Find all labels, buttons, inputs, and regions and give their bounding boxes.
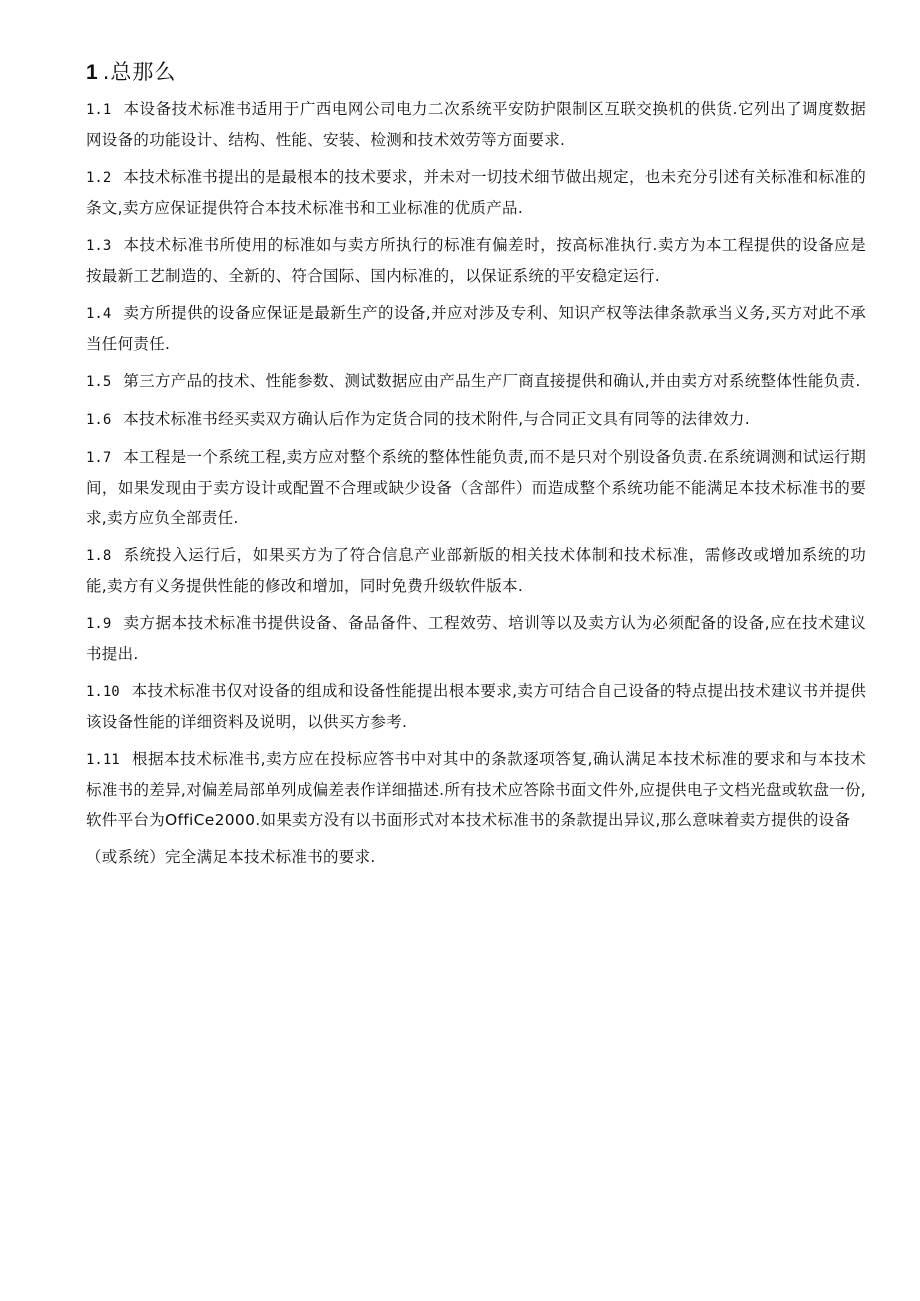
clause-number: 1.10: [86, 684, 120, 700]
clause-1-3: [86, 230, 866, 291]
clause-1-1: [86, 94, 866, 155]
clause-number: 1.5: [86, 374, 112, 390]
section-number: 1: [86, 61, 99, 84]
clause-1-5: [86, 366, 866, 397]
clause-number: 1.3: [86, 238, 112, 254]
clause-1-7: [86, 442, 866, 533]
clause-text: 根据本技术标准书,卖方应在投标应答书中对其中的条款逐项答复,确认满足本技术标准的要求和与本技术标准书的差异,对偏差局部单列成偏差表作详细描述.所有技术应答除书面文件外,应提供电子文档光盘或软盘一份,软件平台为OffiCe2000.如果卖方没有以书面形式对本技术标准书的条款提出异议,那么意味着卖方提供的设备: [86, 750, 866, 829]
clause-number: 1.6: [86, 412, 112, 428]
clause-1-8: [86, 540, 866, 601]
clause-number: 1.9: [86, 616, 112, 632]
clause-1-4: [86, 298, 866, 359]
clause-number: 1.4: [86, 306, 112, 322]
section-title: .总那么: [102, 60, 177, 84]
clause-1-11: [86, 744, 866, 835]
clause-number: 1.8: [86, 548, 112, 564]
clause-text: 本技术标准书提出的是最根本的技术要求，并未对一切技术细节做出规定，也未充分引述有关标准和标准的条文,卖方应保证提供符合本技术标准书和工业标准的优质产品.: [86, 168, 866, 217]
clause-text: 本技术标准书仅对设备的组成和设备性能提出根本要求,卖方可结合自己设备的特点提出技术建议书并提供该设备性能的详细资料及说明，以供买方参考.: [86, 682, 866, 731]
clause-number: 1.7: [86, 450, 112, 466]
clause-text: 卖方据本技术标准书提供设备、备品备件、工程效劳、培训等以及卖方认为必须配备的设备,应在技术建议书提出.: [86, 614, 866, 663]
clause-text: 本技术标准书所使用的标准如与卖方所执行的标准有偏差时，按高标准执行.卖方为本工程提供的设备应是按最新工艺制造的、全新的、符合国际、国内标准的，以保证系统的平安稳定运行.: [86, 236, 866, 285]
clause-number: 1.2: [86, 170, 112, 186]
clause-text: 本设备技术标准书适用于广西电网公司电力二次系统平安防护限制区互联交换机的供货.它列出了调度数据网设备的功能设计、结构、性能、安装、检测和技术效劳等方面要求.: [86, 100, 866, 149]
clause-text: 系统投入运行后，如果买方为了符合信息产业部新版的相关技术体制和技术标准，需修改或增加系统的功能,卖方有义务提供性能的修改和增加，同时免费升级软件版本.: [86, 546, 866, 595]
clause-1-11-continuation: （或系统）完全满足本技术标准书的要求.: [86, 848, 376, 866]
clause-1-10: [86, 676, 866, 737]
section-heading: [86, 58, 176, 87]
clause-text: 本技术标准书经买卖双方确认后作为定货合同的技术附件,与合同正文具有同等的法律效力.: [123, 410, 750, 428]
clause-number: 1.1: [86, 102, 112, 118]
section-body: [86, 94, 866, 872]
clause-text: 本工程是一个系统工程,卖方应对整个系统的整体性能负责,而不是只对个别设备负责.在系统调测和试运行期间，如果发现由于卖方设计或配置不合理或缺少设备（含部件）而造成整个系统功能不能满足本技术标准书的要求,卖方应负全部责任.: [86, 448, 866, 527]
clause-number: 1.11: [86, 752, 120, 768]
clause-1-2: [86, 162, 866, 223]
clause-1-9: [86, 608, 866, 669]
clause-text: 卖方所提供的设备应保证是最新生产的设备,并应对涉及专利、知识产权等法律条款承当义务,买方对此不承当任何责任.: [86, 304, 866, 353]
clause-1-6: [86, 404, 866, 435]
clause-text: 第三方产品的技术、性能参数、测试数据应由产品生产厂商直接提供和确认,并由卖方对系统整体性能负责.: [123, 372, 861, 390]
